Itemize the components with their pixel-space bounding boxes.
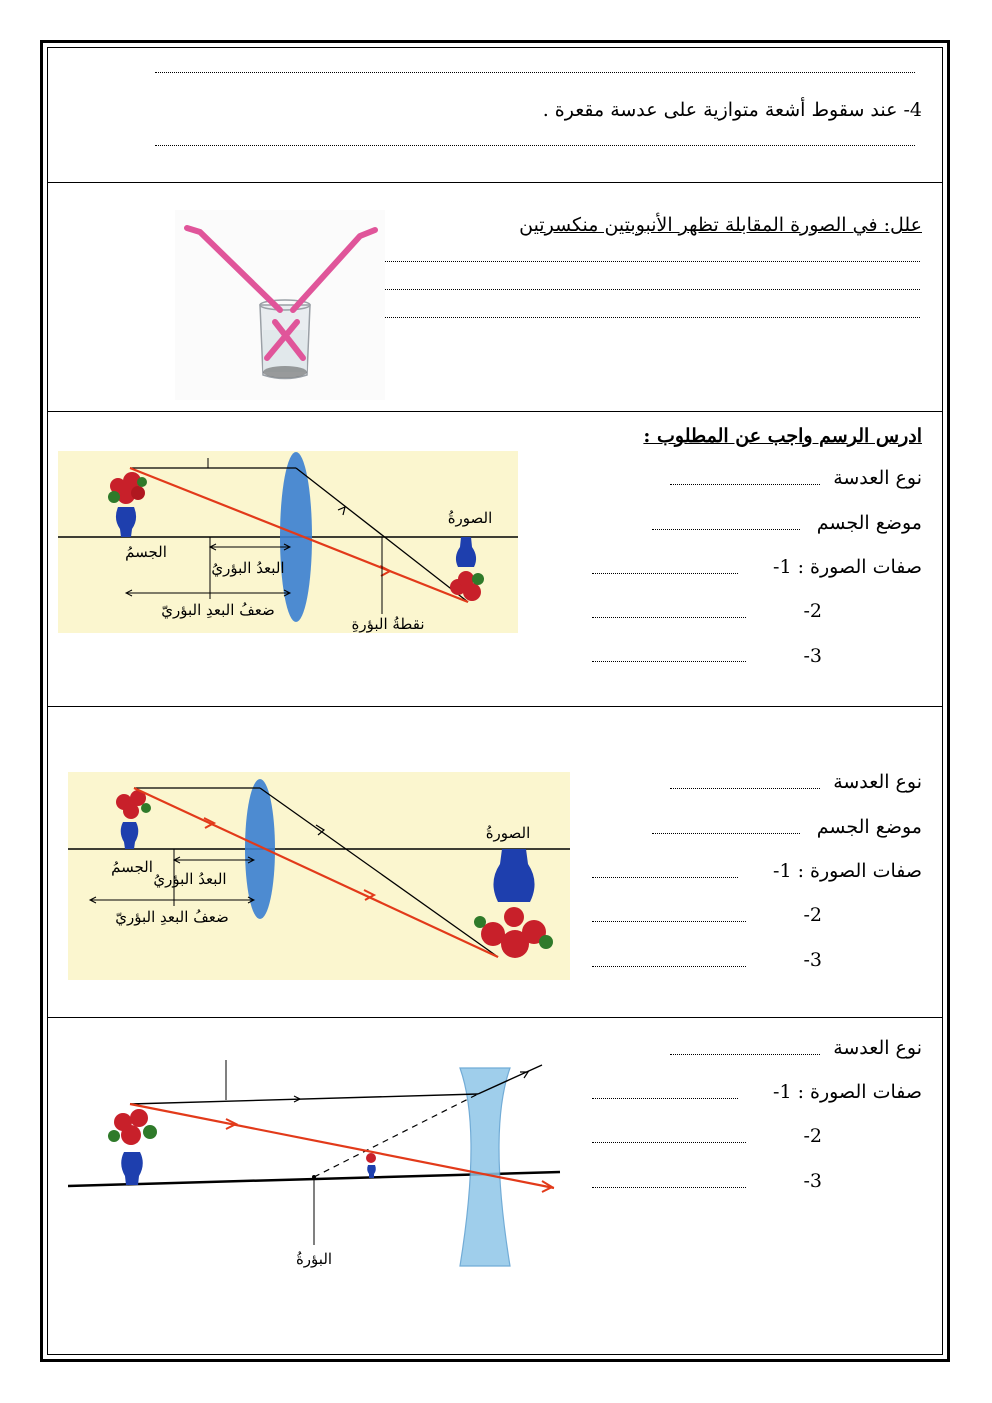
image-label: الصورةُ: [485, 824, 531, 842]
label-image-properties: صفات الصورة : 1-: [773, 556, 922, 578]
explain-question: علل: في الصورة المقابلة تظهر الأنبوبتين منكسرتين: [519, 214, 922, 236]
focal-length-label: البعدُ البؤريُ: [211, 559, 285, 577]
section-divider: [47, 182, 943, 183]
label-image-properties: صفات الصورة : 1-: [773, 860, 922, 882]
label-object-position: موضع الجسم: [816, 512, 922, 534]
image-label: الصورةُ: [447, 509, 493, 527]
answer-line[interactable]: [592, 1142, 746, 1143]
label-image-properties: صفات الصورة : 1-: [773, 1081, 922, 1103]
answer-line[interactable]: [592, 877, 738, 878]
answer-line[interactable]: [592, 966, 746, 967]
answer-line[interactable]: [383, 261, 920, 262]
label-item-3: 3-: [803, 1170, 822, 1192]
study-heading: ادرس الرسم واجب عن المطلوب :: [643, 425, 922, 447]
straws-in-glass-image: [175, 210, 385, 400]
label-item-3: 3-: [803, 949, 822, 971]
concave-lens-diagram: [68, 1040, 568, 1280]
answer-line[interactable]: [592, 617, 746, 618]
answer-line[interactable]: [592, 573, 738, 574]
answer-line[interactable]: [652, 529, 800, 530]
section-divider: [47, 1017, 943, 1018]
answer-line[interactable]: [383, 289, 920, 290]
answer-line[interactable]: [670, 484, 820, 485]
label-object-position: موضع الجسم: [816, 816, 922, 838]
answer-line[interactable]: [592, 661, 746, 662]
answer-line[interactable]: [592, 921, 746, 922]
answer-line[interactable]: [652, 833, 800, 834]
object-label: الجسمُ: [125, 543, 167, 561]
answer-line[interactable]: [670, 1054, 820, 1055]
focus-label: البؤرةُ: [295, 1250, 333, 1268]
object-label: الجسمُ: [111, 858, 153, 876]
label-item-2: 2-: [803, 600, 822, 622]
answer-line[interactable]: [592, 1187, 746, 1188]
convex-lens-diagram-2: [68, 772, 570, 980]
label-lens-type: نوع العدسة: [833, 771, 922, 793]
label-item-2: 2-: [803, 904, 822, 926]
label-item-3: 3-: [803, 645, 822, 667]
answer-line[interactable]: [592, 1098, 738, 1099]
section-divider: [47, 706, 943, 707]
question-4-text: 4- عند سقوط أشعة متوازية على عدسة مقعرة .: [542, 99, 922, 121]
focal-length-label: البعدُ البؤريُ: [153, 870, 227, 888]
label-lens-type: نوع العدسة: [833, 467, 922, 489]
answer-line[interactable]: [670, 788, 820, 789]
section-divider: [47, 411, 943, 412]
answer-line[interactable]: [155, 72, 915, 73]
label-item-2: 2-: [803, 1125, 822, 1147]
answer-line[interactable]: [155, 145, 915, 146]
double-focal-label: ضعفُ البعدِ البؤريّ: [115, 908, 229, 926]
focal-point-label: نقطةُ البؤرةِ: [351, 615, 425, 633]
double-focal-label: ضعفُ البعدِ البؤريّ: [161, 601, 275, 619]
answer-line[interactable]: [383, 317, 920, 318]
convex-lens-diagram-1: [58, 449, 518, 635]
label-lens-type: نوع العدسة: [833, 1037, 922, 1059]
